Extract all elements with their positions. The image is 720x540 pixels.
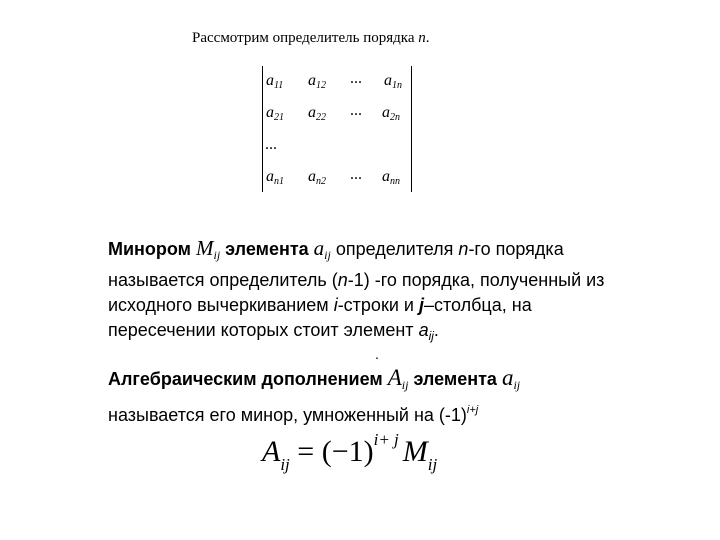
matrix-dots: ...: [350, 102, 362, 119]
matrix-element-a12: $a_{12}$: [308, 72, 326, 91]
formula-M: M: [402, 435, 428, 468]
intro-sentence: [192, 30, 429, 47]
matrix-element-an1: $a_{n1}$: [266, 168, 284, 187]
intro-variable-n: n: [418, 30, 426, 46]
minor-definition-line-1: Минором $M_{ij}$ элемента $a_{ij}$ определителя n-го порядка: [108, 236, 564, 262]
cofactor-definition-line-1: Алгебраическим дополнением $A_{ij}$ элемента $a_{ij}$: [108, 365, 521, 392]
minor-definition-line-2: называется определитель (n-1) -го порядка, полученный из: [108, 270, 605, 290]
minor-definition: [108, 236, 668, 349]
intro-period: .: [425, 30, 430, 46]
minor-definition-line-3: исходного вычеркиванием i-строки и j–столбца, на: [108, 295, 532, 315]
formula-A: A: [262, 435, 281, 468]
matrix-dots: ...: [350, 166, 362, 183]
matrix-element-a1n: $a_{1n}$: [384, 72, 402, 91]
formula-equals-minus-one: = (−1): [289, 435, 374, 468]
determinant: [262, 66, 412, 192]
matrix-element-a22: $a_{22}$: [308, 104, 326, 123]
minor-definition-line-4: пересечении которых стоит элемент $a_{ij}$.: [108, 320, 439, 343]
formula-exponent: i+ j: [373, 430, 399, 449]
cofactor-definition-line-2: называется его минор, умноженный на $(-1)^{i+j}$: [108, 404, 479, 425]
stray-dot: .: [375, 346, 379, 362]
formula-A-subscript: ij: [280, 455, 290, 474]
matrix-dots: ...: [350, 70, 362, 87]
cofactor-formula: [262, 430, 437, 475]
matrix-element-ann: $a_{nn}$: [382, 168, 400, 187]
matrix-element-a2n: $a_{2n}$: [382, 104, 400, 123]
matrix-dots: ...: [265, 136, 277, 153]
matrix-element-a11: $a_{11}$: [266, 72, 284, 91]
formula-M-subscript: ij: [427, 455, 438, 474]
matrix-element-an2: $a_{n2}$: [308, 168, 326, 187]
determinant-right-bar: [411, 66, 412, 192]
cofactor-definition: [108, 365, 668, 428]
matrix-element-a21: $a_{21}$: [266, 104, 284, 123]
intro-text: Рассмотрим определитель порядка: [192, 30, 419, 46]
determinant-left-bar: [262, 66, 263, 192]
